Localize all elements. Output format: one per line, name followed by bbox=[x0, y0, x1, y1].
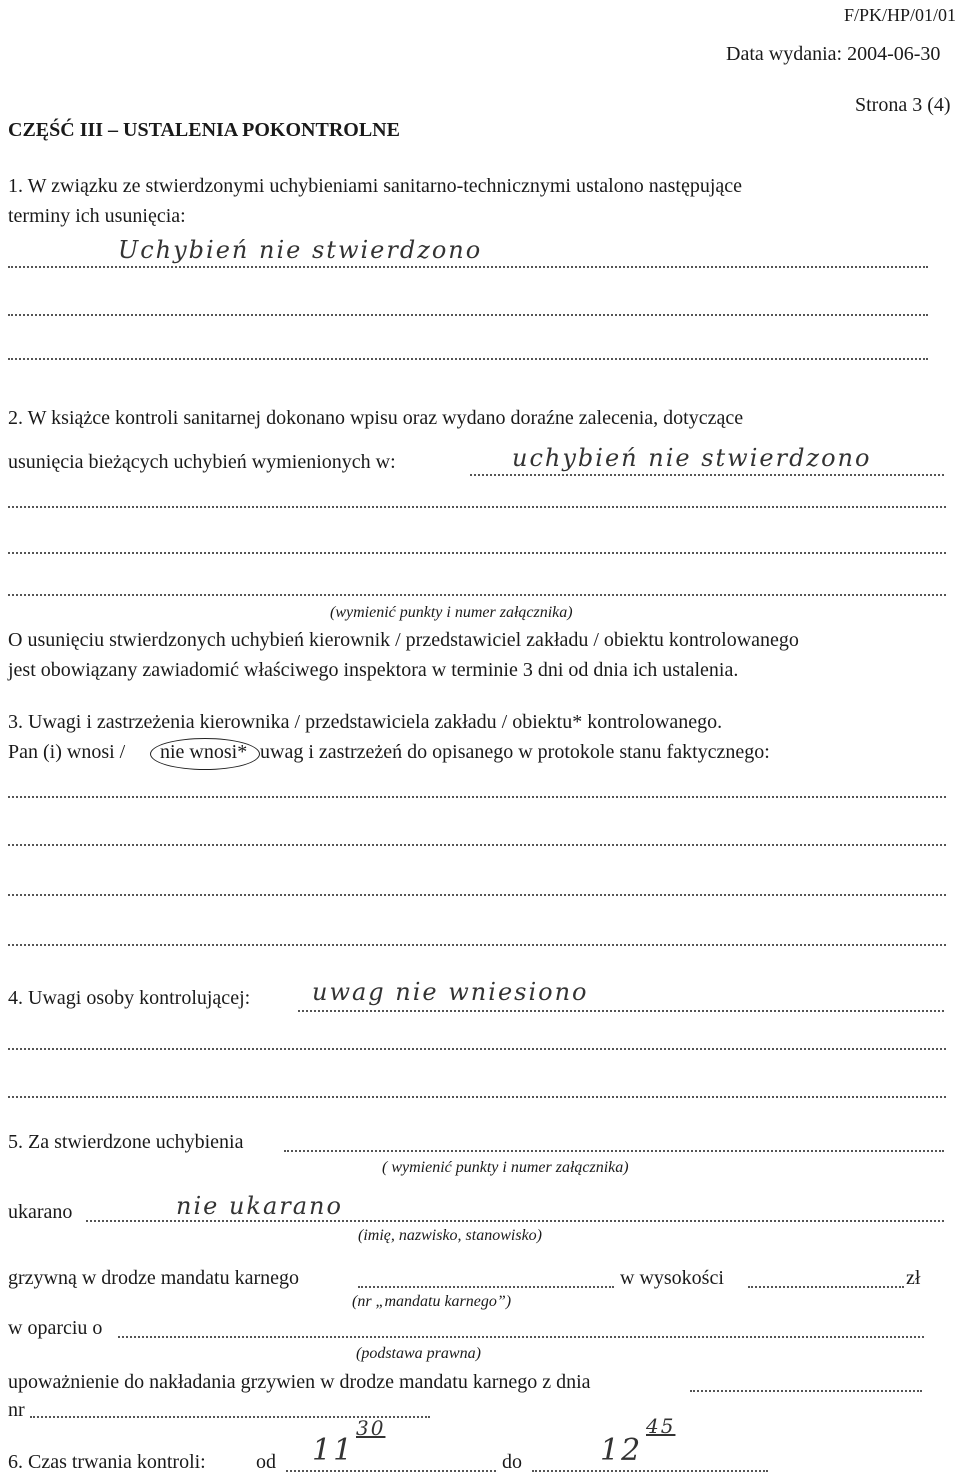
s4-label: 4. Uwagi osoby kontrolującej: bbox=[8, 987, 251, 1009]
s3-line2-end: uwag i zastrzeżeń do opisanego w protokole stanu faktycznego: bbox=[260, 741, 770, 763]
s3-selected-option: nie wnosi* bbox=[160, 741, 248, 763]
s5-caption-4: (podstawa prawna) bbox=[356, 1345, 481, 1362]
s2-handwritten-answer: uchybień nie stwierdzono bbox=[512, 444, 872, 472]
s5-amount-label: w wysokości bbox=[620, 1267, 724, 1289]
s6-to-hour: 12 bbox=[600, 1433, 643, 1468]
s6-to-minutes: 45 bbox=[646, 1414, 676, 1438]
s5-dotted-line-5 bbox=[118, 1336, 924, 1338]
issue-date: Data wydania: 2004-06-30 bbox=[726, 43, 941, 65]
form-code: F/PK/HP/01/01 bbox=[844, 5, 957, 25]
s2-note-line1: O usunięciu stwierdzonych uchybień kierownik / przedstawiciel zakładu / obiektu kontrolowanego bbox=[8, 629, 799, 651]
s6-from-hour: 11 bbox=[312, 1433, 355, 1468]
page-number: Strona 3 (4) bbox=[855, 94, 951, 116]
s6-from-minutes: 30 bbox=[356, 1416, 386, 1440]
s5-label: 5. Za stwierdzone uchybienia bbox=[8, 1131, 244, 1153]
part-title: CZĘŚĆ III – USTALENIA POKONTROLNE bbox=[8, 119, 400, 141]
s2-dotted-line-3 bbox=[8, 552, 946, 554]
s6-to-label: do bbox=[502, 1451, 522, 1473]
s5-caption-2: (imię, nazwisko, stanowisko) bbox=[358, 1227, 542, 1244]
s2-caption: (wymienić punkty i numer załącznika) bbox=[330, 604, 573, 621]
s5-penalized-handwritten: nie ukarano bbox=[176, 1192, 343, 1220]
s2-dotted-line-2 bbox=[8, 506, 946, 508]
s5-caption-3: (nr „mandatu karnego”) bbox=[352, 1293, 512, 1310]
s1-line2: terminy ich usunięcia: bbox=[8, 205, 186, 227]
s5-nr-label: nr bbox=[8, 1399, 25, 1421]
s4-handwritten-answer: uwag nie wniesiono bbox=[312, 978, 589, 1006]
s5-currency: zł bbox=[906, 1267, 921, 1289]
s1-dotted-line-1 bbox=[8, 266, 928, 268]
s5-caption-1: ( wymienić punkty i numer załącznika) bbox=[382, 1159, 629, 1176]
s2-line1: 2. W książce kontroli sanitarnej dokonano wpisu oraz wydano doraźne zalecenia, dotyczące bbox=[8, 407, 744, 429]
s4-dotted-line-2 bbox=[8, 1048, 946, 1050]
s5-penalized-label: ukarano bbox=[8, 1201, 73, 1223]
s3-line1: 3. Uwagi i zastrzeżenia kierownika / przedstawiciela zakładu / obiektu* kontrolowanego. bbox=[8, 711, 723, 733]
s5-dotted-line-1 bbox=[284, 1150, 944, 1152]
s3-dotted-line-3 bbox=[8, 894, 946, 896]
s4-dotted-line-3 bbox=[8, 1096, 946, 1098]
s2-dotted-line-4 bbox=[8, 594, 946, 596]
s3-dotted-line-4 bbox=[8, 944, 946, 946]
s2-note-line2: jest obowiązany zawiadomić właściwego inspektora w terminie 3 dni od dnia ich ustalenia. bbox=[8, 659, 739, 681]
s3-dotted-line-1 bbox=[8, 796, 946, 798]
s6-label: 6. Czas trwania kontroli: bbox=[8, 1451, 206, 1473]
s1-handwritten-answer: Uchybień nie stwierdzono bbox=[118, 236, 483, 264]
s5-dotted-line-4 bbox=[748, 1286, 904, 1288]
s1-line1: 1. W związku ze stwierdzonymi uchybieniami sanitarno-technicznymi ustalono następujące bbox=[8, 175, 743, 197]
s5-basis-label: w oparciu o bbox=[8, 1317, 103, 1339]
s5-authorization: upoważnienie do nakładania grzywien w drodze mandatu karnego z dnia bbox=[8, 1371, 591, 1393]
s2-dotted-line-1 bbox=[470, 474, 944, 476]
s3-line2-start: Pan (i) wnosi / bbox=[8, 741, 126, 763]
s6-from-dotted-line bbox=[286, 1470, 496, 1472]
s5-dotted-line-2 bbox=[86, 1220, 944, 1222]
s3-dotted-line-2 bbox=[8, 844, 946, 846]
s4-dotted-line-1 bbox=[298, 1010, 944, 1012]
s2-line2: usunięcia bieżących uchybień wymienionych w: bbox=[8, 451, 396, 473]
s1-dotted-line-2 bbox=[8, 314, 928, 316]
s5-fine-label: grzywną w drodze mandatu karnego bbox=[8, 1267, 299, 1289]
s5-dotted-line-3 bbox=[358, 1286, 614, 1288]
s6-to-dotted-line bbox=[532, 1470, 768, 1472]
s6-from-label: od bbox=[256, 1451, 276, 1473]
s1-dotted-line-3 bbox=[8, 358, 928, 360]
s5-dotted-line-6 bbox=[690, 1390, 922, 1392]
